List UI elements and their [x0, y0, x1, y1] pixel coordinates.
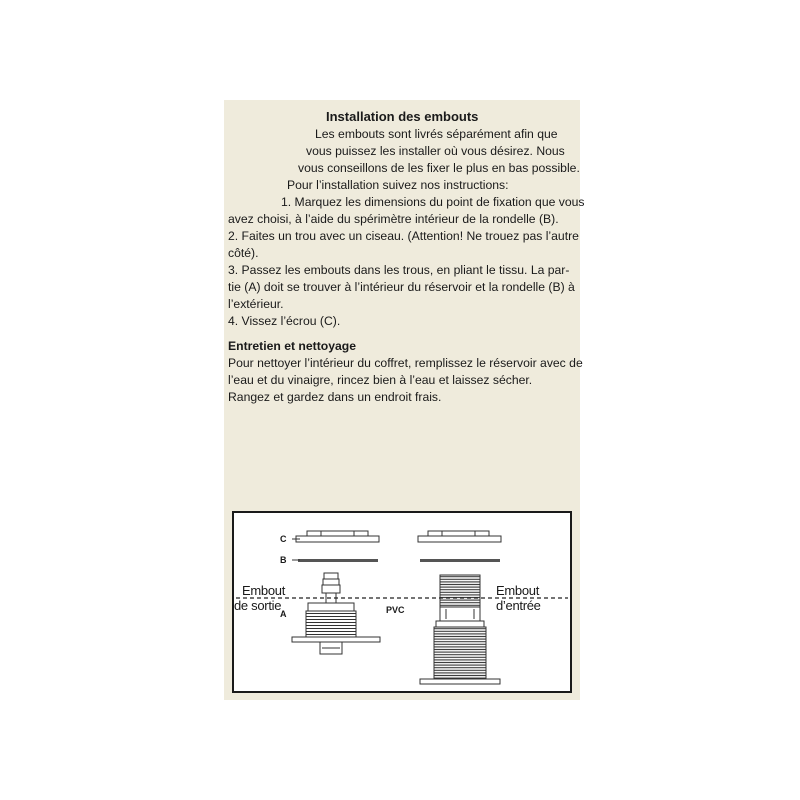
- install-step-2: 2. Faites un trou avec un ciseau. (Attention! Ne trouez pas l’autre: [228, 229, 579, 243]
- nut-c-left: [296, 531, 379, 542]
- material-label: PVC: [386, 605, 405, 615]
- install-step-3-end: l’extérieur.: [228, 297, 284, 311]
- washer-b-right: [420, 559, 500, 562]
- label-c: C: [280, 534, 287, 544]
- fitting-inlet: [420, 575, 500, 684]
- nut-c-right: [418, 531, 501, 542]
- washer-b-left: [298, 559, 378, 562]
- care-line-1: Pour nettoyer l’intérieur du coffret, remplissez le réservoir avec de: [228, 356, 583, 370]
- install-step-3-cont: tie (A) doit se trouver à l’intérieur du réservoir et la rondelle (B) à: [228, 280, 575, 294]
- installation-title: Installation des embouts: [326, 109, 479, 124]
- install-step-1-cont: avez choisi, à l’aide du spérimètre intérieur de la rondelle (B).: [228, 212, 559, 226]
- install-step-2-cont: côté).: [228, 246, 259, 260]
- inlet-label-1: Embout: [496, 583, 540, 598]
- outlet-label-2: de sortie: [234, 598, 282, 613]
- install-line-4: Pour l’installation suivez nos instructions:: [287, 178, 509, 192]
- install-step-1: 1. Marquez les dimensions du point de fixation que vous: [281, 195, 585, 209]
- fitting-a-outlet: [292, 573, 380, 654]
- install-step-4: 4. Vissez l’écrou (C).: [228, 314, 341, 328]
- care-title: Entretien et nettoyage: [228, 339, 356, 353]
- label-b: B: [280, 555, 287, 565]
- care-line-2: l’eau et du vinaigre, rincez bien à l’eau et laissez sécher.: [228, 373, 533, 387]
- install-line-1: Les embouts sont livrés séparément afin que: [315, 127, 558, 141]
- install-line-2: vous puissez les installer où vous désirez. Nous: [306, 144, 565, 158]
- install-line-3: vous conseillons de les fixer le plus en bas possible.: [298, 161, 580, 175]
- label-a: A: [280, 609, 287, 619]
- fitting-diagram: [232, 511, 572, 693]
- install-step-3: 3. Passez les embouts dans les trous, en pliant le tissu. La par-: [228, 263, 570, 277]
- care-line-3: Rangez et gardez dans un endroit frais.: [228, 390, 442, 404]
- outlet-label-1: Embout: [242, 583, 286, 598]
- inlet-label-2: d’entrée: [496, 598, 541, 613]
